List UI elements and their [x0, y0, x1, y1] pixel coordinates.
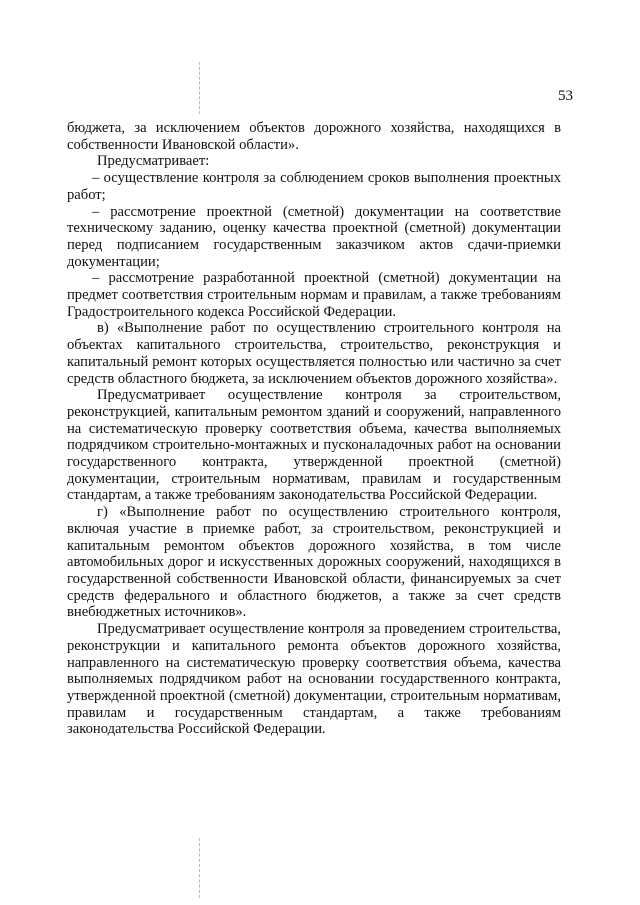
paragraph-6: в) «Выполнение работ по осуществлению строительного контроля на объектах капитального строительства, строительство, реконструкция и капитальный ремонт которых осуществляется полностью или частично за счет средств областного бюджета, за исключением объектов дорожного хозяйства». [67, 320, 561, 387]
paragraph-9: Предусматривает осуществление контроля за проведением строительства, реконструкции и капитального ремонта объектов дорожного хозяйства, направленного на систематическую проверку соответствия объема, качества выполняемых подрядчиком работ на основании государственного контракта, утвержденной проектной (сметной) документации, строительным нормативам, правилам и государственным стандартам, а также требованиям законодательства Российской Федерации. [67, 621, 561, 738]
paragraph-1: бюджета, за исключением объектов дорожного хозяйства, находящихся в собственности Ивановской области». [67, 120, 561, 153]
paragraph-3: – осуществление контроля за соблюдением сроков выполнения проектных работ; [67, 170, 561, 203]
fold-line-bottom [199, 838, 200, 898]
paragraph-4: – рассмотрение проектной (сметной) документации на соответствие техническому заданию, оценку качества проектной (сметной) документации перед подписанием государственным заказчиком актов сдачи-приемки документации; [67, 203, 561, 270]
document-body [67, 120, 561, 738]
paragraph-8: г) «Выполнение работ по осуществлению строительного контроля, включая участие в приемке работ, за строительством, реконструкцией и капитальным ремонтом объектов дорожного хозяйства, в том числе автомобильных дорог и искусственных дорожных сооружений, находящихся в государственной собственности Ивановской области, финансируемых за счет средств федерального и областного бюджетов, а также за счет средств внебюджетных источников». [67, 504, 561, 621]
paragraph-7: Предусматривает осуществление контроля за строительством, реконструкцией, капитальным ремонтом зданий и сооружений, направленного на систематическую проверку соответствия объема, качества выполняемых подрядчиком строительно-монтажных и пусконаладочных работ на основании государственного контракта, утвержденной проектной (сметной) документации, строительным нормативам, правилам и государственным стандартам, а также требованиям законодательства Российской Федерации. [67, 387, 561, 504]
paragraph-2: Предусматривает: [97, 153, 210, 170]
paragraph-5: – рассмотрение разработанной проектной (сметной) документации на предмет соответствия строительным нормам и правилам, а также требованиям Градостроительного кодекса Российской Федерации. [67, 270, 561, 320]
fold-line-top [199, 62, 200, 114]
page-number: 53 [558, 88, 573, 104]
